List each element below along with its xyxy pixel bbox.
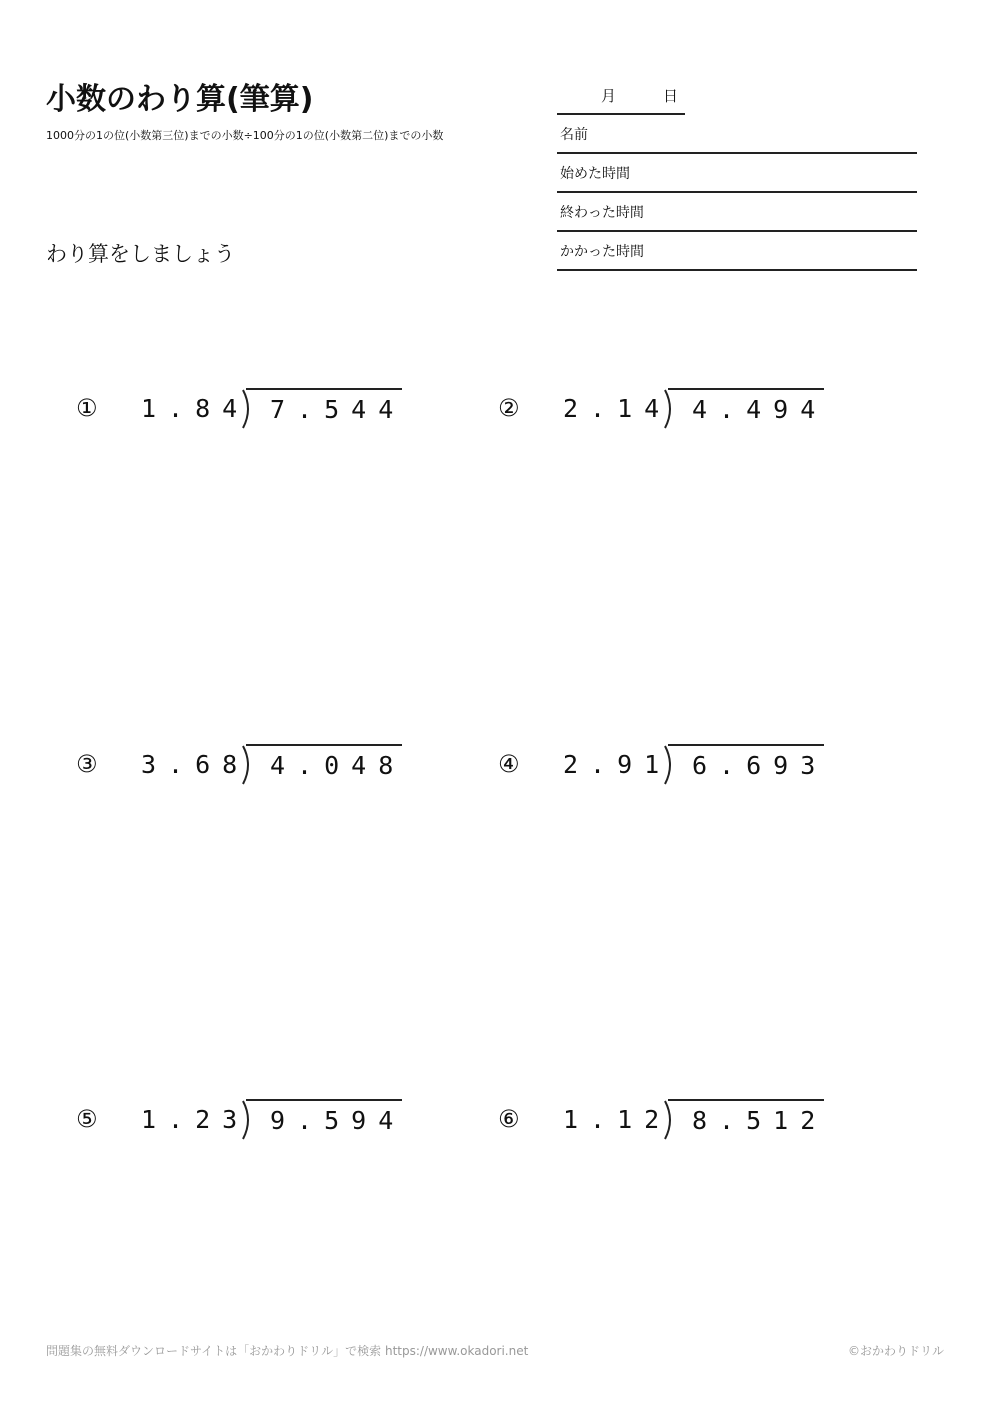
start-time-field[interactable] (557, 153, 917, 193)
dividend: 6.693 (692, 751, 828, 780)
division-bracket-icon (663, 744, 675, 786)
dividend-bar (668, 388, 828, 424)
problem-number: ⑤ (76, 1105, 98, 1133)
name-label: 名前 (560, 127, 588, 143)
dividend-bar (668, 1099, 828, 1135)
division-bracket-icon (663, 388, 675, 430)
division-bracket-icon (663, 1099, 675, 1141)
divisor: 2.14 (563, 394, 672, 423)
division-bracket-icon (241, 744, 253, 786)
problem-2 (498, 388, 858, 448)
divisor: 2.91 (563, 750, 672, 779)
dividend-bar (246, 388, 406, 424)
dividend: 4.048 (270, 751, 406, 780)
division-bracket-icon (241, 1099, 253, 1141)
page-subtitle: 1000分の1の位(小数第三位)までの小数÷100分の1の位(小数第二位)までの小数 (46, 129, 444, 142)
elapsed-time-field[interactable] (557, 231, 917, 271)
dividend: 8.512 (692, 1106, 828, 1135)
dividend: 9.594 (270, 1106, 406, 1135)
page-title: 小数のわり算(筆算) (46, 82, 314, 117)
problem-number: ① (76, 394, 98, 422)
dividend-bar (246, 1099, 406, 1135)
divisor: 1.84 (141, 394, 250, 423)
problem-4 (498, 744, 858, 804)
problem-number: ④ (498, 750, 520, 778)
month-label: 月 (601, 87, 617, 105)
date-field[interactable] (557, 83, 685, 115)
elapsed-time-label: かかった時間 (560, 244, 644, 260)
problem-number: ③ (76, 750, 98, 778)
divisor: 3.68 (141, 750, 250, 779)
end-time-label: 終わった時間 (560, 205, 644, 221)
name-field[interactable] (557, 114, 917, 154)
problem-3 (76, 744, 436, 804)
footer-site-info: 問題集の無料ダウンロードサイトは「おかわりドリル」で検索 https://www.okadori.net (46, 1344, 529, 1358)
problem-number: ⑥ (498, 1105, 520, 1133)
dividend-bar (246, 744, 406, 780)
dividend: 4.494 (692, 395, 828, 424)
instruction-text: わり算をしましょう (46, 242, 235, 266)
dividend-bar (668, 744, 828, 780)
division-bracket-icon (241, 388, 253, 430)
footer-copyright: ©おかわりドリル (847, 1344, 944, 1358)
divisor: 1.12 (563, 1105, 672, 1134)
divisor: 1.23 (141, 1105, 250, 1134)
day-label: 日 (663, 87, 679, 105)
end-time-field[interactable] (557, 192, 917, 232)
dividend: 7.544 (270, 395, 406, 424)
problem-1 (76, 388, 436, 448)
problem-6 (498, 1099, 858, 1159)
start-time-label: 始めた時間 (560, 166, 630, 182)
problem-5 (76, 1099, 436, 1159)
problem-number: ② (498, 394, 520, 422)
